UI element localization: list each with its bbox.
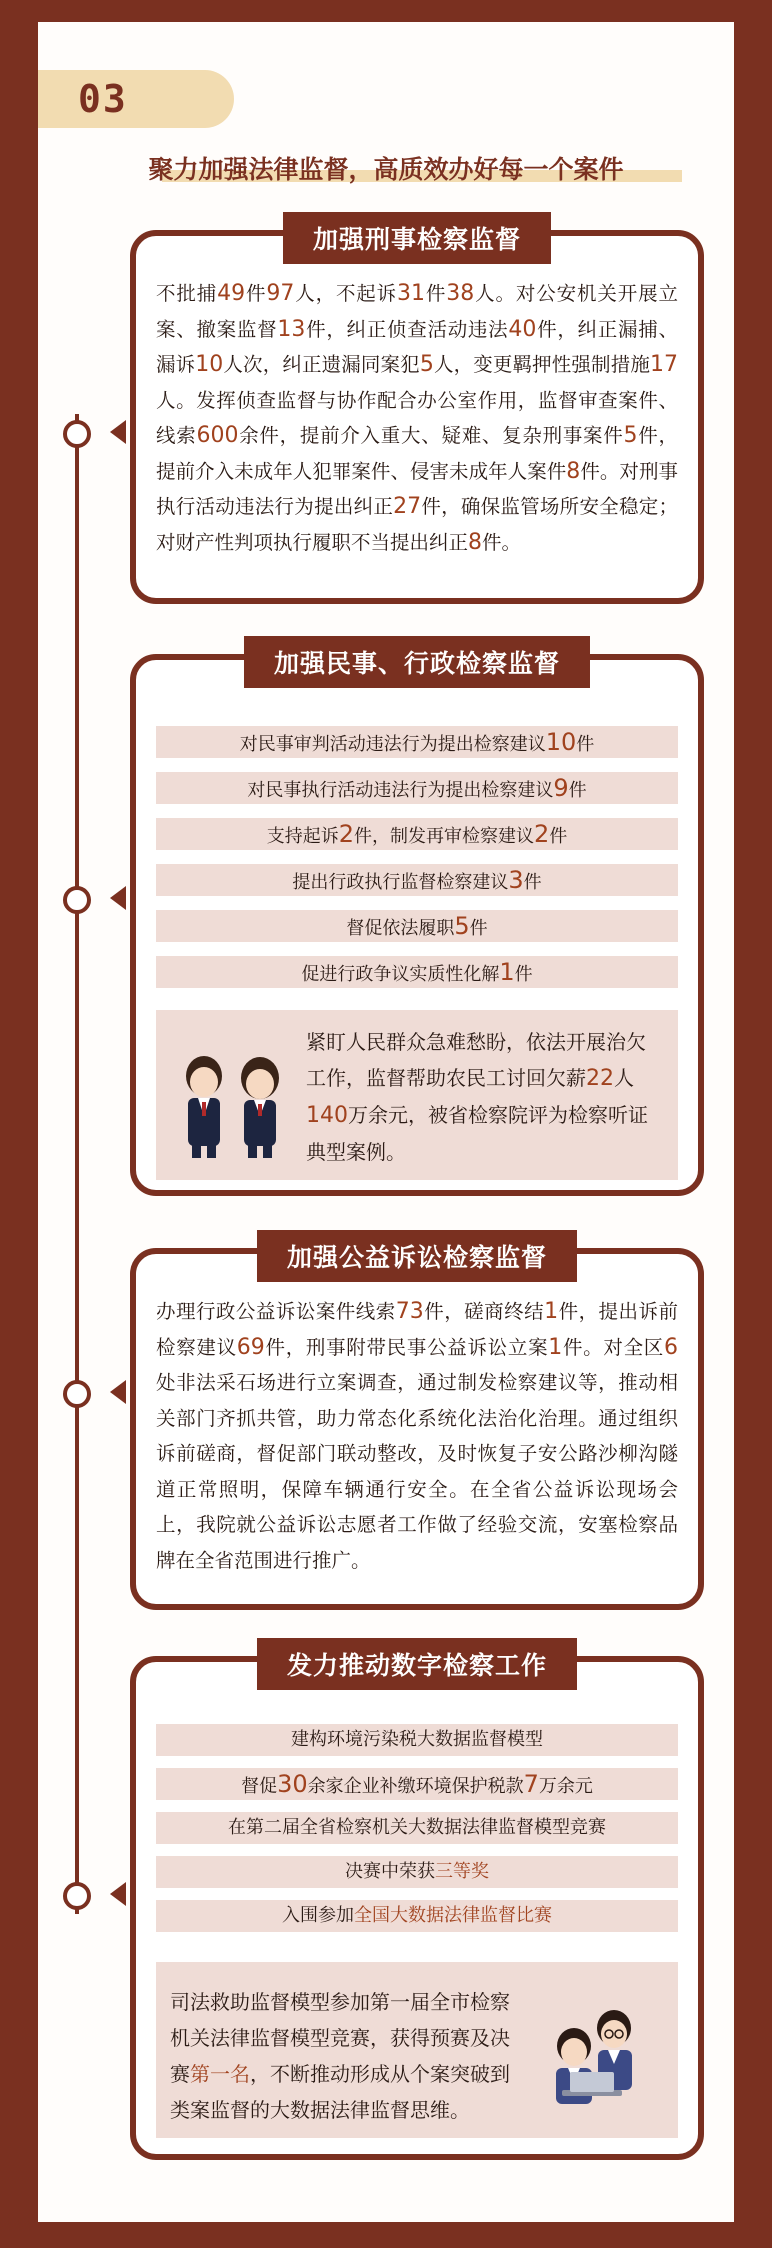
model-award-panel — [156, 1962, 678, 2138]
highlight-number: 5 — [623, 423, 638, 448]
digital-item-row — [156, 1856, 678, 1888]
section-number-badge — [38, 70, 234, 128]
row-text: 对民事执行活动违法行为提出检察建议 — [247, 780, 554, 801]
paragraph-text-part: 办理行政公益诉讼案件线索 — [156, 1300, 396, 1323]
page-content — [38, 22, 734, 2222]
panel-number: 140 — [306, 1103, 348, 1128]
row-highlight: 全国大数据法律监督比赛 — [354, 1905, 552, 1926]
paragraph-text-part: 件。 — [482, 530, 522, 554]
timeline-arrow — [110, 420, 126, 444]
panel-highlight: 第一名 — [190, 2062, 250, 2086]
civil-item-row — [156, 910, 678, 942]
digital-item-row — [156, 1812, 678, 1844]
paragraph-text-part: 人，变更羁押性强制措施 — [433, 353, 650, 376]
timeline-node — [63, 1380, 91, 1408]
timeline-node — [63, 420, 91, 448]
paragraph-text-part: 人次，纠正遗漏同案犯 — [223, 353, 420, 376]
row-text: 决赛中荣获 — [345, 1861, 435, 1882]
paragraph-text-part: 处非法采石场进行立案调查，通过制发检察建议等，推动相关部门齐抓共管，助力常态化系统化法治化治理。通过组织诉前磋商，督促部门联动整改，及时恢复子安公路沙柳沟隧道正常照明，保障车辆通行安全。在全省公益诉讼现场会上，我院就公益诉讼志愿者工作做了经验交流，安塞检察品牌在全省范围进行推广。 — [156, 1371, 678, 1572]
public-interest-paragraph-text — [156, 1300, 678, 1572]
criminal-paragraph — [156, 276, 678, 560]
highlight-number: 17 — [649, 352, 678, 377]
paragraph-text-part: 件，纠正侦查活动违法 — [305, 317, 509, 341]
paragraph-text-part: 件，提出诉前检察建议 — [156, 1300, 678, 1359]
row-highlight: 三等奖 — [435, 1861, 489, 1882]
paragraph-text-part: 件 — [425, 282, 447, 305]
prosecutors-illustration-icon — [168, 1050, 298, 1160]
timeline-arrow — [110, 886, 126, 910]
case-highlight-text — [306, 1024, 658, 1170]
timeline-arrow — [110, 1380, 126, 1404]
paragraph-text-part: 件 — [245, 282, 267, 305]
row-number: 1 — [499, 958, 515, 986]
section-subtitle — [38, 150, 734, 186]
row-number: 10 — [545, 728, 577, 756]
digital-item-row — [156, 1900, 678, 1932]
highlight-number: 5 — [419, 352, 434, 377]
panel-number: 22 — [586, 1066, 614, 1091]
card-title: 加强民事、行政检察监督 — [244, 636, 590, 688]
section-number: 03 — [78, 77, 128, 121]
panel-text-part: 司法救助监督模型参加第一届全市检察机关法律监督模型竞赛，获得预赛及决赛 — [170, 1990, 510, 2086]
row-text: 建构环境污染税大数据监督模型 — [291, 1729, 543, 1750]
row-text: 支持起诉 — [266, 826, 339, 847]
highlight-number: 600 — [196, 423, 239, 448]
row-number: 2 — [534, 820, 550, 848]
paragraph-text-part: 人，不起诉 — [294, 282, 398, 305]
row-text: 在第二届全省检察机关大数据法律监督模型竞赛 — [228, 1817, 606, 1838]
highlight-number: 97 — [266, 281, 295, 306]
highlight-number: 40 — [508, 316, 537, 342]
highlight-number: 69 — [236, 1334, 265, 1360]
highlight-number: 27 — [393, 494, 422, 519]
civil-item-row — [156, 818, 678, 850]
highlight-number: 49 — [217, 281, 246, 306]
highlight-number: 38 — [446, 281, 475, 306]
public-interest-paragraph — [156, 1294, 678, 1578]
paragraph-text-part: 件。对全区 — [562, 1335, 664, 1359]
row-text: 余家企业补缴环境保护税款 — [307, 1776, 524, 1797]
paragraph-text-part: 件，磋商终结 — [423, 1300, 545, 1323]
row-number: 2 — [338, 820, 354, 848]
row-text: 件 — [514, 964, 533, 985]
row-number: 30 — [277, 1770, 308, 1798]
paragraph-text-part: 人。对公安机关开展立案、撤案监督 — [156, 282, 678, 341]
row-text: 提出行政执行监督检察建议 — [292, 872, 509, 893]
paragraph-text-part: 件，刑事附带民事公益诉讼立案 — [264, 1335, 549, 1359]
row-text: 件 — [568, 780, 587, 801]
row-number: 9 — [553, 774, 569, 802]
highlight-number: 6 — [663, 1334, 678, 1360]
timeline-node — [63, 1882, 91, 1910]
highlight-number: 73 — [395, 1299, 424, 1324]
row-text: 促进行政争议实质性化解 — [301, 964, 500, 985]
criminal-paragraph-text — [156, 282, 678, 554]
highlight-number: 8 — [468, 529, 483, 555]
highlight-number: 31 — [397, 281, 426, 306]
panel-text-part: 紧盯人民群众急难愁盼，依法开展治欠工作，监督帮助农民工讨回欠薪 — [306, 1030, 646, 1090]
paragraph-text-part: 件，纠正漏捕、漏诉 — [156, 317, 678, 376]
highlight-number: 13 — [277, 316, 306, 342]
highlight-number: 8 — [566, 458, 581, 484]
civil-item-row — [156, 772, 678, 804]
card-title: 加强刑事检察监督 — [283, 212, 551, 264]
civil-item-row — [156, 864, 678, 896]
digital-item-row — [156, 1768, 678, 1800]
criminal-supervision-card — [130, 225, 704, 604]
row-number: 7 — [523, 1770, 539, 1798]
panel-text-part: 万余元，被省检察院评为检察听证典型案例。 — [306, 1103, 648, 1164]
row-text: 入围参加 — [282, 1905, 354, 1926]
card-title: 加强公益诉讼检察监督 — [257, 1230, 577, 1282]
digital-procuratorate-card — [130, 1651, 704, 2160]
row-text: 件 — [469, 918, 488, 939]
highlight-number: 1 — [544, 1299, 559, 1324]
civil-item-row — [156, 956, 678, 988]
section-subtitle-text: 聚力加强法律监督，高质效办好每一个案件 — [148, 155, 624, 184]
civil-admin-supervision-card — [130, 649, 704, 1196]
digital-item-row — [156, 1724, 678, 1756]
paragraph-text-part: 件。对刑事执行活动违法行为提出纠正 — [156, 459, 678, 518]
model-award-text — [170, 1984, 520, 2128]
timeline-line — [75, 414, 79, 1914]
row-number: 3 — [508, 866, 524, 894]
public-interest-card — [130, 1243, 704, 1610]
highlight-number: 1 — [548, 1334, 563, 1360]
panel-text-part: 人 — [614, 1066, 634, 1090]
paragraph-text-part: 人。发挥侦查监督与协作配合办公室作用，监督审查案件、线索 — [156, 388, 678, 447]
paragraph-text-part: 不批捕 — [156, 282, 218, 305]
row-text: 督促依法履职 — [346, 918, 455, 939]
row-text: 万余元 — [538, 1776, 593, 1797]
row-number: 5 — [454, 912, 470, 940]
timeline-arrow — [110, 1882, 126, 1906]
paragraph-text-part: 件，提前介入未成年人犯罪案件、侵害未成年人案件 — [156, 424, 678, 483]
row-text: 对民事审判活动违法行为提出检察建议 — [239, 734, 546, 755]
panel-text-part: ，不断推动形成从个案突破到类案监督的大数据法律监督思维。 — [170, 2062, 510, 2122]
timeline-node — [63, 886, 91, 914]
row-text: 件 — [523, 872, 542, 893]
paragraph-text-part: 余件，提前介入重大、疑难、复杂刑事案件 — [238, 424, 624, 447]
paragraph-text-part: 件，确保监管场所安全稳定；对财产性判项执行履职不当提出纠正 — [156, 495, 678, 554]
card-title: 发力推动数字检察工作 — [257, 1638, 577, 1690]
case-highlight-panel — [156, 1010, 678, 1180]
row-text: 督促 — [241, 1776, 278, 1797]
highlight-number: 10 — [195, 352, 224, 377]
civil-item-row — [156, 726, 678, 758]
row-text: 件，制发再审检察建议 — [354, 826, 534, 847]
prosecutors-working-illustration-icon — [534, 2002, 664, 2112]
row-text: 件 — [576, 734, 595, 755]
row-text: 件 — [549, 826, 568, 847]
